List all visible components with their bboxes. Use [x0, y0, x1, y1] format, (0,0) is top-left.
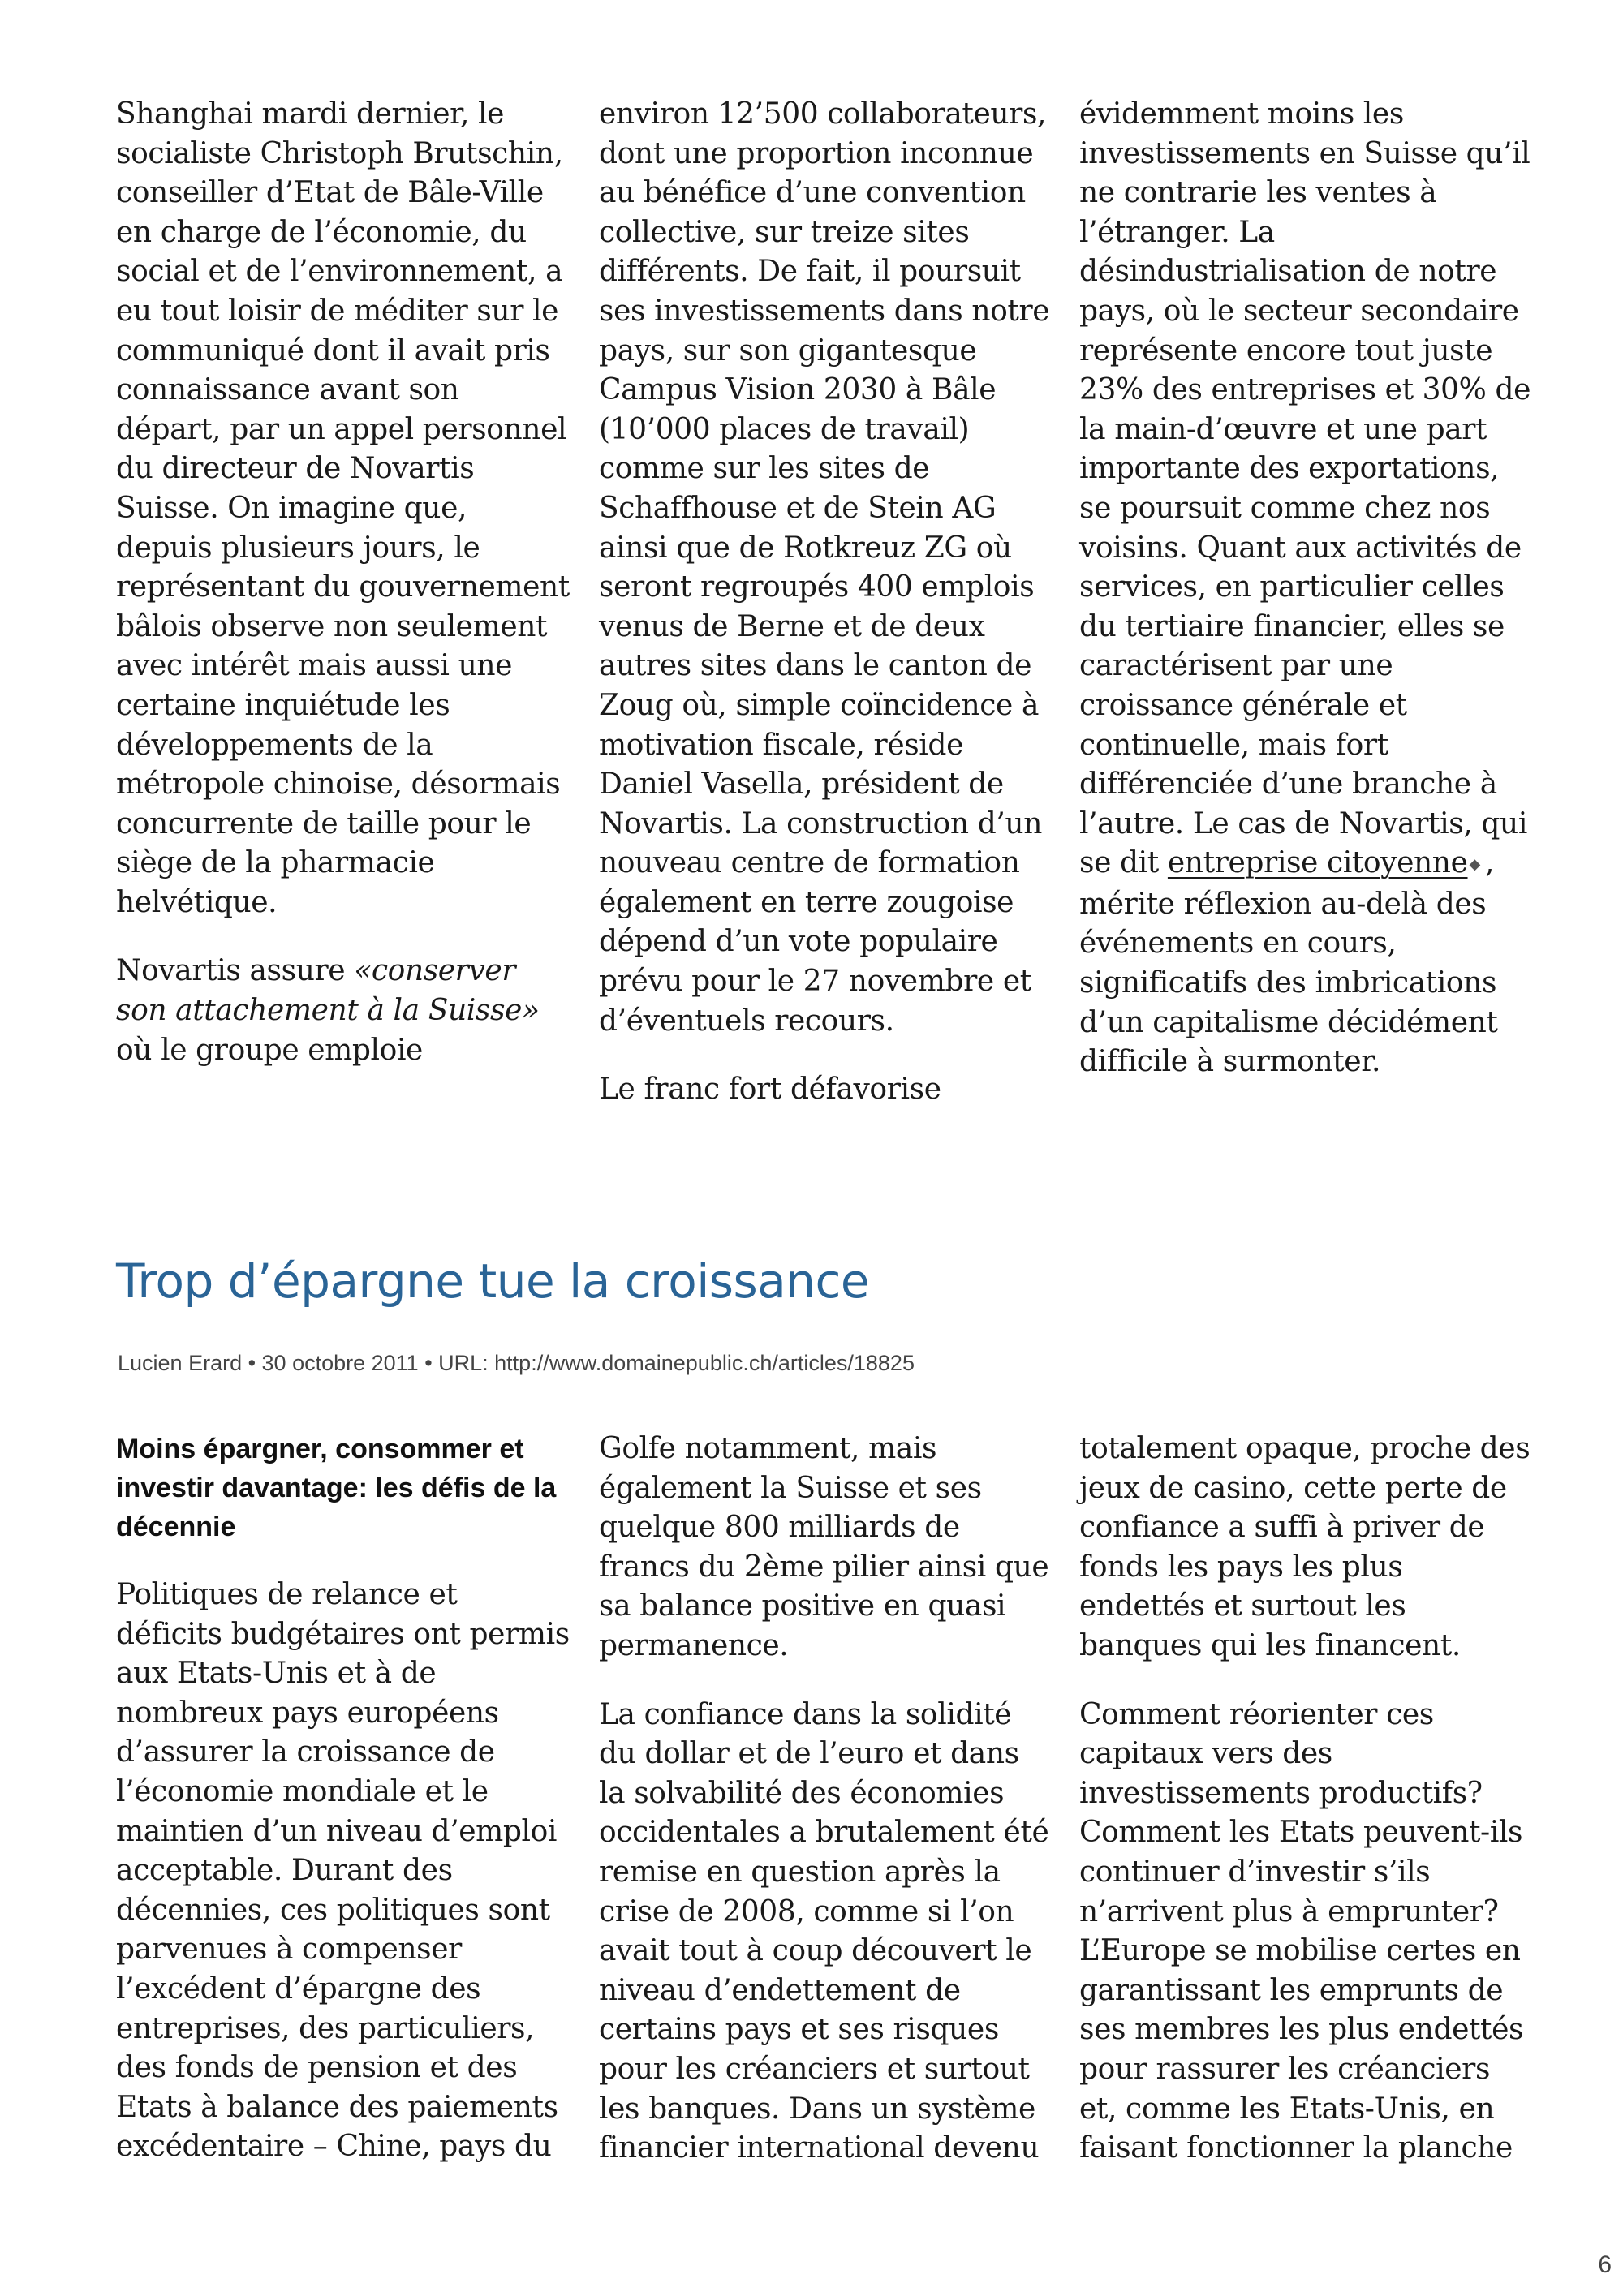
- text-run: , mérite réflexion au-delà des événements en cours, significatifs des imbrications d’un capitalisme décidément difficile à surmonter.: [1079, 846, 1498, 1079]
- external-link-icon[interactable]: ◆: [1469, 856, 1480, 874]
- article1-column-3: [1079, 95, 1534, 1082]
- article1-column-1: [116, 95, 570, 1070]
- article2-column-1: [116, 1430, 570, 2167]
- article2-column-3: [1079, 1430, 1534, 2169]
- text-run: Novartis assure: [116, 954, 355, 988]
- quote: «conserver son attachement à la Suisse»: [116, 954, 540, 1028]
- article-lead: Moins épargner, consommer et investir davantage: les défis de la décennie: [116, 1434, 557, 1542]
- paragraph: totalement opaque, proche des jeux de casino, cette perte de confiance a suffi à priver de fonds les pays les plus endettés et surtout les banques qui les financent.: [1079, 1432, 1530, 1662]
- text-run: où le groupe emploie: [116, 1033, 423, 1067]
- paragraph: Golfe notamment, mais également la Suisse et ses quelque 800 milliards de francs du 2ème pilier ainsi que sa balance positive en quasi permanence.: [599, 1432, 1049, 1662]
- paragraph: Politiques de relance et déficits budgétaires ont permis aux Etats-Unis et à de nombreux pays européens d’assurer la croissance de l’économie mondiale et le maintien d’un niveau d’emploi acceptable. Durant des décennies, ces politiques sont parvenues à compenser l’excédent d’épargne des entreprises, des particuliers, des fonds de pension et des Etats à balance des paiements excédentaire – Chine, pays du: [116, 1578, 570, 2164]
- paragraph: Shanghai mardi dernier, le socialiste Christoph Brutschin, conseiller d’Etat de Bâle-Ville en charge de l’économie, du social et de l’environnement, a eu tout loisir de méditer sur le communiqué dont il avait pris connaissance avant son départ, par un appel personnel du directeur de Novartis Suisse. On imagine que, depuis plusieurs jours, le représentant du gouvernement bâlois observe non seulement avec intérêt mais aussi une certaine inquiétude les développements de la métropole chinoise, désormais concurrente de taille pour le siège de la pharmacie helvétique.: [116, 97, 570, 919]
- article2-column-2: [599, 1430, 1053, 2169]
- text-run: évidemment moins les investissements en Suisse qu’il ne contrarie les ventes à l’étranger. La désindustrialisation de notre pays, où le secteur secondaire représente encore tout juste 23% des entreprises et 30% de la main-d’œuvre et une part importante des exportations, se poursuit comme chez nos voisins. Quant aux activités de services, en particulier celles du tertiaire financier, elles se caractérisent par une croissance générale et continuelle, mais fort différenciée d’une branche à l’autre. Le cas de Novartis, qui se dit: [1079, 97, 1531, 880]
- paragraph: environ 12’500 collaborateurs, dont une proportion inconnue au bénéfice d’une convention collective, sur treize sites différents. De fait, il poursuit ses investissements dans notre pays, sur son gigantesque Campus Vision 2030 à Bâle (10’000 places de travail) comme sur les sites de Schaffhouse et de Stein AG ainsi que de Rotkreuz ZG où seront regroupés 400 emplois venus de Berne et de deux autres sites dans le canton de Zoug où, simple coïncidence à motivation fiscale, réside Daniel Vasella, président de Novartis. La construction d’un nouveau centre de formation également en terre zougoise dépend d’un vote populaire prévu pour le 27 novembre et d’éventuels recours.: [599, 97, 1050, 1038]
- article-byline: Lucien Erard • 30 octobre 2011 • URL: http://www.domainepublic.ch/articles/18825: [118, 1351, 915, 1375]
- entreprise-citoyenne-link[interactable]: entreprise citoyenne: [1167, 846, 1468, 880]
- paragraph: [116, 952, 570, 1070]
- article1-column-2: [599, 95, 1053, 1110]
- paragraph: [1079, 95, 1534, 1082]
- paragraph: La confiance dans la solidité du dollar et de l’euro et dans la solvabilité des économies occidentales a brutalement été remise en question après la crise de 2008, comme si l’on avait tout à coup découvert le niveau d’endettement de certains pays et ses risques pour les créanciers et surtout les banques. Dans un système financier international devenu: [599, 1697, 1049, 2165]
- paragraph: Le franc fort défavorise: [599, 1073, 941, 1107]
- article-title: Trop d’épargne tue la croissance: [116, 1253, 870, 1309]
- page-number: 6: [1598, 2251, 1612, 2278]
- paragraph: Comment réorienter ces capitaux vers des investissements productifs? Comment les Etats peuvent-ils continuer d’investir s’ils n’arrivent plus à emprunter? L’Europe se mobilise certes en garantissant les emprunts de ses membres les plus endettés pour rassurer les créanciers et, comme les Etats-Unis, en faisant fonctionner la planche: [1079, 1697, 1524, 2165]
